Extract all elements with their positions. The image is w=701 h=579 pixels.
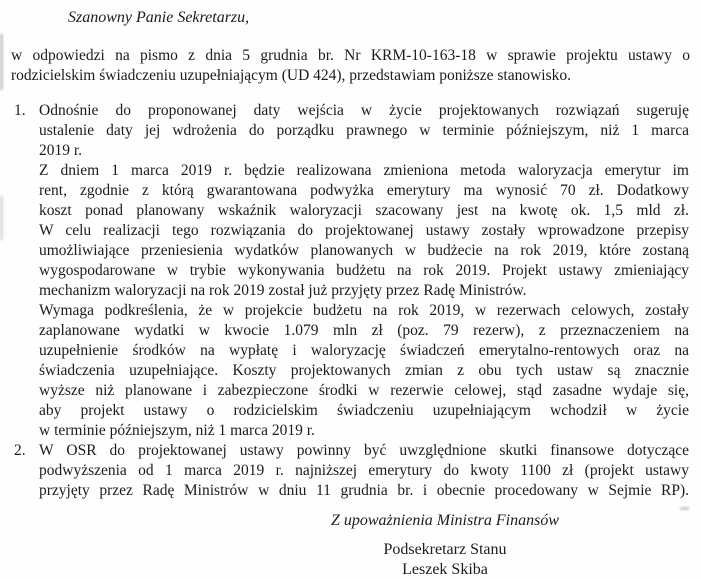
body-line: rent, zgodnie z którą gwarantowana podwyżka emerytury ma wynosić 70 zł. Dodatkowy xyxy=(39,182,689,199)
body-line: świadczenia uzupełniające. Koszty projektowanych zmian z obu tych ustaw są znacznie xyxy=(39,362,689,379)
body-line: mechanizm waloryzacji na rok 2019 został już przyjęty przez Radę Ministrów. xyxy=(39,282,527,299)
body-line: uzupełnienie środków na wypłatę i waloryzację świadczeń emerytalno-rentowych oraz na xyxy=(39,342,689,359)
signer-title: Podsekretarz Stanu xyxy=(383,541,507,558)
list-item-number: 1. xyxy=(14,102,26,119)
signer-name: Leszek Skiba xyxy=(402,561,488,578)
body-line: W OSR do projektowanej ustawy powinny być uwzględnione skutki finansowe dotyczące xyxy=(39,442,689,459)
intro-paragraph xyxy=(11,46,690,86)
list-item-2 xyxy=(13,441,689,501)
body-line: Odnośnie do proponowanej daty wejścia w życie projektowanych rozwiązań sugeruję xyxy=(39,102,689,119)
list-item-1 xyxy=(13,101,689,441)
body-line: zaplanowane wydatki w kwocie 1.079 mln zł (poz. 79 rezerw), z przeznaczeniem na xyxy=(39,322,689,339)
authorization-line: Z upoważnienia Ministra Finansów xyxy=(330,512,560,529)
scan-artifact-right-dash xyxy=(680,507,689,510)
body-line: Wymaga podkreślenia, że w projekcie budżetu na rok 2019, w rezerwach celowych, zostały xyxy=(39,302,689,319)
body-line: Z dniem 1 marca 2019 r. będzie realizowana zmieniona metoda waloryzacja emerytur im xyxy=(39,162,689,179)
list-item-number: 2. xyxy=(14,442,26,459)
body-line: w terminie późniejszym, niż 1 marca 2019 r. xyxy=(39,422,315,439)
body-line: wyższe niż planowane i zabezpieczone środki w rezerwie celowej, stąd zasadne wydaje się, xyxy=(39,382,689,399)
salutation: Szanowny Panie Sekretarzu, xyxy=(68,9,250,26)
signature-block xyxy=(280,511,610,579)
intro-line: rodzicielskim świadczeniu uzupełniającym (UD 424), przedstawiam poniższe stanowisko. xyxy=(11,67,571,84)
body-line: umożliwiające przeniesienia wydatków planowanych w budżecie na rok 2019, które zostaną xyxy=(39,242,689,259)
body-line: przyjęty przez Radę Ministrów w dniu 11 grudnia br. i obecnie procedowany w Sejmie RP). xyxy=(39,482,689,499)
body-line: W celu realizacji tego rozwiązania do projektowanej ustawy zostały wprowadzone przepisy xyxy=(39,222,689,239)
body-line: koszt ponad planowany wskaźnik waloryzacji szacowany jest na kwotę ok. 1,5 mld zł. xyxy=(39,202,689,219)
body-line: 2019 r. xyxy=(39,142,83,159)
intro-line: w odpowiedzi na pismo z dnia 5 grudnia br. Nr KRM-10-163-18 w sprawie projektu ustawy o xyxy=(11,47,690,64)
scan-artifact-left-top xyxy=(0,34,3,90)
body-line: aby projekt ustawy o rodzicielskim świadczeniu uzupełniającym wchodził w życie xyxy=(39,402,689,419)
body-line: wygospodarowane w trybie wykonywania budżetu na rok 2019. Projekt ustawy zmieniający xyxy=(39,262,689,279)
body-line: ustalenie daty jej wdrożenia do porządku prawnego w terminie późniejszym, niż 1 marca xyxy=(39,122,689,139)
scan-artifact-left-mid xyxy=(0,196,3,240)
numbered-list xyxy=(13,101,689,501)
body-line: podwyższenia od 1 marca 2019 r. najniższej emerytury do kwoty 1100 zł (projekt ustawy xyxy=(39,462,689,479)
